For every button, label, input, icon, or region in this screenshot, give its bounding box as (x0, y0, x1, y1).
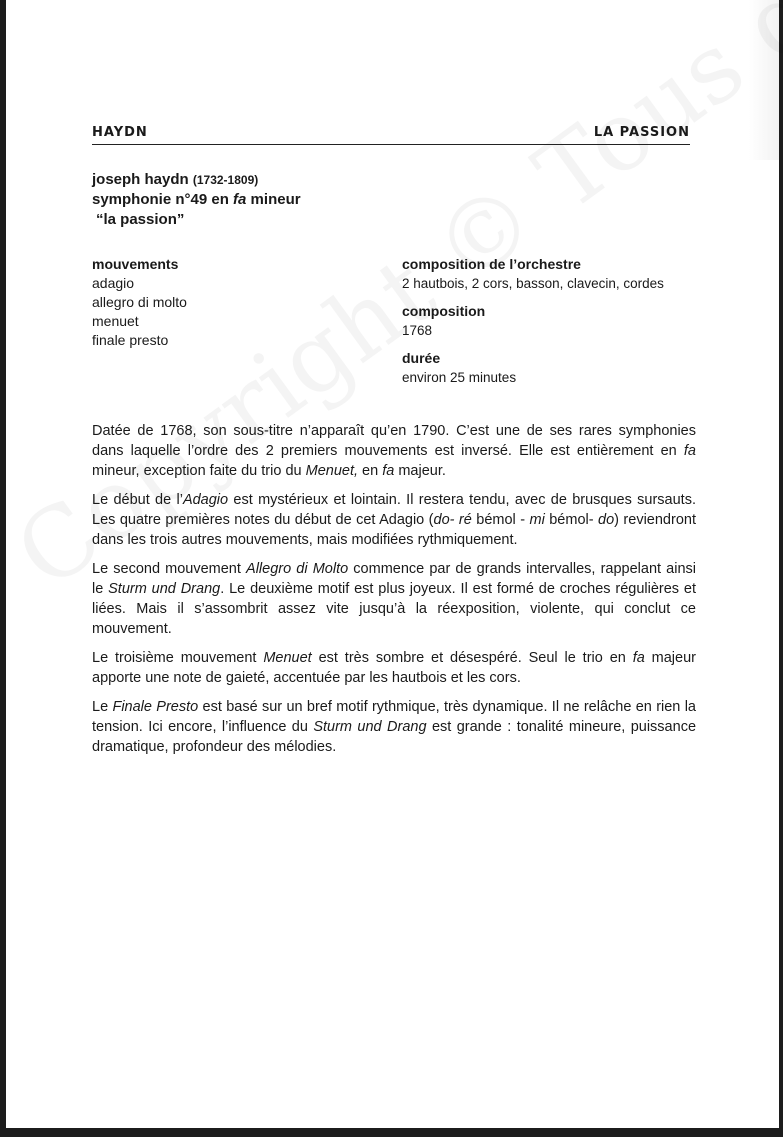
movement-item: menuet (92, 313, 139, 329)
paragraph (92, 648, 696, 688)
work-title-block (92, 170, 301, 230)
movement-item: allegro di molto (92, 294, 187, 310)
duration-value: environ 25 minutes (402, 370, 517, 385)
paragraph (92, 559, 696, 639)
text-run: majeur. (394, 463, 446, 479)
page-edge-shade (749, 0, 779, 160)
italic-run: Sturm und Drang (313, 719, 427, 735)
composer-name: joseph haydn (92, 171, 189, 188)
italic-run: mi (529, 512, 545, 528)
italic-run: fa (382, 463, 395, 479)
text-run: . Le deuxième motif est plus joyeux. Il est formé de croches régulières et liées. Mais il s’assombrit assez vite jusqu’à la réexposition, violente, qui conclut ce mouvement. (92, 581, 696, 637)
duration-label: durée (402, 350, 441, 366)
text-run: majeur apporte une note de gaieté, accentuée par les hautbois et les cors. (92, 650, 696, 686)
symphony-number: symphonie n°49 en (92, 191, 234, 208)
composition-section (402, 302, 702, 340)
movement-item: finale presto (92, 332, 169, 348)
text-run: est très sombre et désespéré. Seul le trio en (311, 650, 633, 666)
italic-run: Sturm und Drang (108, 581, 221, 597)
orchestra-section (402, 255, 702, 293)
text-run: est grande : tonalité mineure, puissance dramatique, profondeur des mélodies. (92, 719, 697, 755)
italic-run: fa (683, 443, 696, 459)
orchestra-label: composition de l’orchestre (402, 256, 581, 272)
text-run: ) reviendront dans les trois autres mouvements, mais modifiées rythmiquement. (92, 512, 696, 548)
text-run: mineur, exception faite du trio du (92, 463, 306, 479)
paragraph (92, 697, 696, 757)
composer-dates: (1732-1809) (192, 173, 259, 187)
header-work-title: LA PASSION (593, 125, 690, 140)
italic-run: Finale Presto (112, 699, 199, 715)
movements-column (92, 255, 352, 350)
paragraph (92, 421, 696, 481)
italic-run: Adagio (182, 492, 229, 508)
text-run: est basé sur un bref motif rythmique, très dynamique. Il ne relâche en rien la tension. Ici encore, l’influence du (92, 699, 696, 735)
text-run: Le troisième mouvement (92, 650, 264, 666)
text-run: bémol- (544, 512, 599, 528)
running-header (92, 125, 690, 145)
program-notes (92, 421, 696, 766)
italic-run: Menuet (263, 650, 312, 666)
orchestra-value: 2 hautbois, 2 cors, basson, clavecin, cordes (402, 276, 664, 291)
italic-run: fa (632, 650, 645, 666)
paragraph (92, 490, 696, 550)
italic-run: Menuet, (305, 463, 359, 479)
symphony-mode: mineur (246, 191, 301, 208)
details-column (402, 255, 702, 396)
composer-line (92, 170, 301, 190)
symphony-key: fa (233, 191, 247, 208)
text-run: commence par de grands intervalles, rappelant ainsi le (92, 561, 696, 597)
italic-run: do- ré (433, 512, 472, 528)
text-run: Le début de l’ (92, 492, 183, 508)
symphony-line (92, 190, 301, 210)
composition-value: 1768 (402, 323, 433, 338)
text-run: Le (92, 699, 113, 715)
movements-label: mouvements (92, 256, 179, 272)
italic-run: Allegro di Molto (246, 561, 349, 577)
text-run: bémol - (471, 512, 530, 528)
symphony-subtitle: “la passion” (96, 211, 185, 228)
text-run: est mystérieux et lointain. Il restera tendu, avec de brusques sursauts. Les quatre premières notes du début de cet Adagio ( (92, 492, 696, 528)
italic-run: do (598, 512, 615, 528)
duration-section (402, 349, 702, 387)
composition-label: composition (402, 303, 486, 319)
text-run: en (358, 463, 383, 479)
movement-item: adagio (92, 275, 135, 291)
text-run: Le second mouvement (92, 561, 247, 577)
header-composer: HAYDN (92, 125, 148, 140)
text-run: Datée de 1768, son sous-titre n’apparaît qu’en 1790. C’est une de ses rares symphonies dans laquelle l’ordre des 2 premiers mouvements est inversé. Elle est entièrement en (92, 423, 696, 459)
